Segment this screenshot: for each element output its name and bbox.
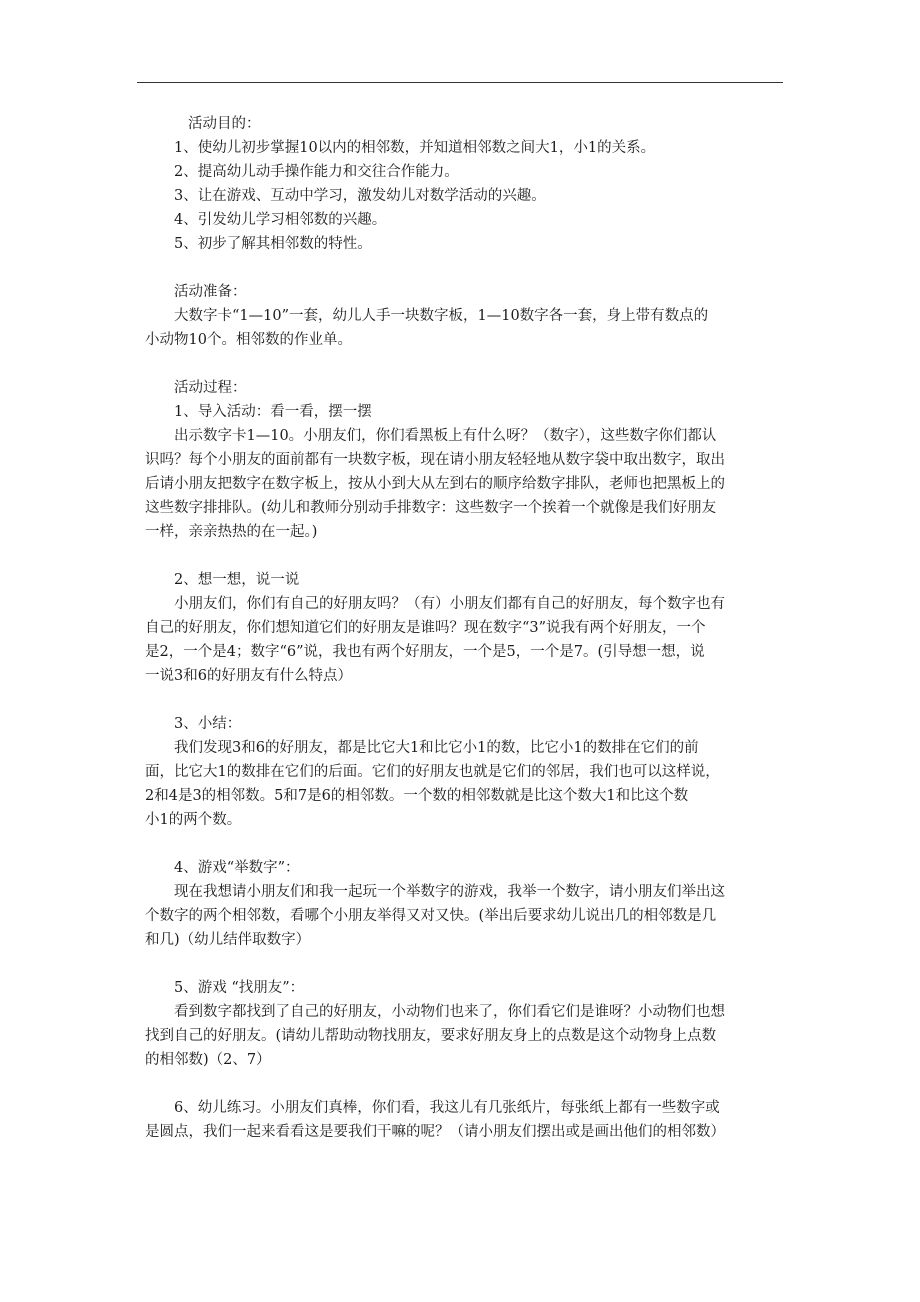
step-line: 的相邻数)（2、7） [145, 1052, 271, 1068]
goal-item: 5、初步了解其相邻数的特性。 [174, 236, 372, 252]
step-title: 3、小结： [174, 716, 242, 732]
spacer [145, 352, 785, 376]
spacer [145, 832, 785, 856]
step-line: 是2，一个是4；数字“6”说，我也有两个好朋友，一个是5，一个是7。(引导想一想，说 [145, 644, 705, 660]
goal-item: 4、引发幼儿学习相邻数的兴趣。 [174, 212, 387, 228]
goals-heading: 活动目的： [188, 116, 261, 132]
step-title: 2、想一想，说一说 [174, 572, 300, 588]
step-title: 4、游戏“举数字”： [174, 860, 300, 876]
step-line: 自己的好朋友，你们想知道它们的好朋友是谁吗？现在数字“3”说我有两个好朋友，一个 [145, 620, 706, 636]
step-line: 小朋友们，你们有自己的好朋友吗？（有）小朋友们都有自己的好朋友，每个数字也有 [174, 596, 725, 612]
spacer [145, 688, 785, 712]
step-line: 个数字的两个相邻数，看哪个小朋友举得又对又快。(举出后要求幼儿说出几的相邻数是几 [145, 908, 717, 924]
spacer [145, 952, 785, 976]
prep-heading: 活动准备： [174, 284, 247, 300]
spacer [145, 256, 785, 280]
prep-line: 小动物10个。相邻数的作业单。 [145, 332, 352, 348]
step-line: 找到自己的好朋友。(请幼儿帮助动物找朋友，要求好朋友身上的点数是这个动物身上点数 [145, 1028, 717, 1044]
step-line: 一样，亲亲热热的在一起。) [145, 524, 318, 540]
step-line: 小1的两个数。 [145, 812, 242, 828]
document-body [145, 112, 785, 1144]
header-rule [137, 82, 783, 83]
goal-item: 3、让在游戏、互动中学习，激发幼儿对数学活动的兴趣。 [174, 188, 546, 204]
step-line: 6、幼儿练习。小朋友们真棒，你们看，我这儿有几张纸片，每张纸上都有一些数字或 [174, 1100, 720, 1116]
step-line: 和几)（幼儿结伴取数字） [145, 932, 311, 948]
step-line: 面，比它大1的数排在它们的后面。它们的好朋友也就是它们的邻居，我们也可以这样说， [145, 764, 720, 780]
step-line: 我们发现3和6的好朋友，都是比它大1和比它小1的数，比它小1的数排在它们的前 [174, 740, 699, 756]
step-line: 后请小朋友把数字在数字板上，按从小到大从左到右的顺序给数字排队，老师也把黑板上的 [145, 476, 725, 492]
step-line: 出示数字卡1—10。小朋友们，你们看黑板上有什么呀？（数字），这些数字你们都认 [174, 428, 717, 444]
step-line: 识吗？每个小朋友的面前都有一块数字板，现在请小朋友轻轻地从数字袋中取出数字，取出 [145, 452, 725, 468]
step-line: 2和4是3的相邻数。5和7是6的相邻数。一个数的相邻数就是比这个数大1和比这个数 [145, 788, 689, 804]
goal-item: 1、使幼儿初步掌握10以内的相邻数，并知道相邻数之间大1，小1的关系。 [174, 140, 656, 156]
step-line: 这些数字排排队。(幼儿和教师分别动手排数字：这些数字一个挨着一个就像是我们好朋友 [145, 500, 717, 516]
spacer [145, 1072, 785, 1096]
prep-line: 大数字卡“1—10”一套，幼儿人手一块数字板，1—10数字各一套，身上带有数点的 [174, 308, 709, 324]
process-heading: 活动过程： [174, 380, 247, 396]
step-line: 是圆点，我们一起来看看这是要我们干嘛的呢？（请小朋友们摆出或是画出他们的相邻数） [145, 1124, 725, 1140]
step-title: 5、游戏 “找朋友”： [174, 980, 305, 996]
step-line: 看到数字都找到了自己的好朋友，小动物们也来了，你们看它们是谁呀？小动物们也想 [174, 1004, 725, 1020]
goal-item: 2、提高幼儿动手操作能力和交往合作能力。 [174, 164, 459, 180]
step-line: 一说3和6的好朋友有什么特点） [145, 668, 352, 684]
spacer [145, 544, 785, 568]
step-title: 1、导入活动：看一看，摆一摆 [174, 404, 372, 420]
step-line: 现在我想请小朋友们和我一起玩一个举数字的游戏，我举一个数字，请小朋友们举出这 [174, 884, 725, 900]
